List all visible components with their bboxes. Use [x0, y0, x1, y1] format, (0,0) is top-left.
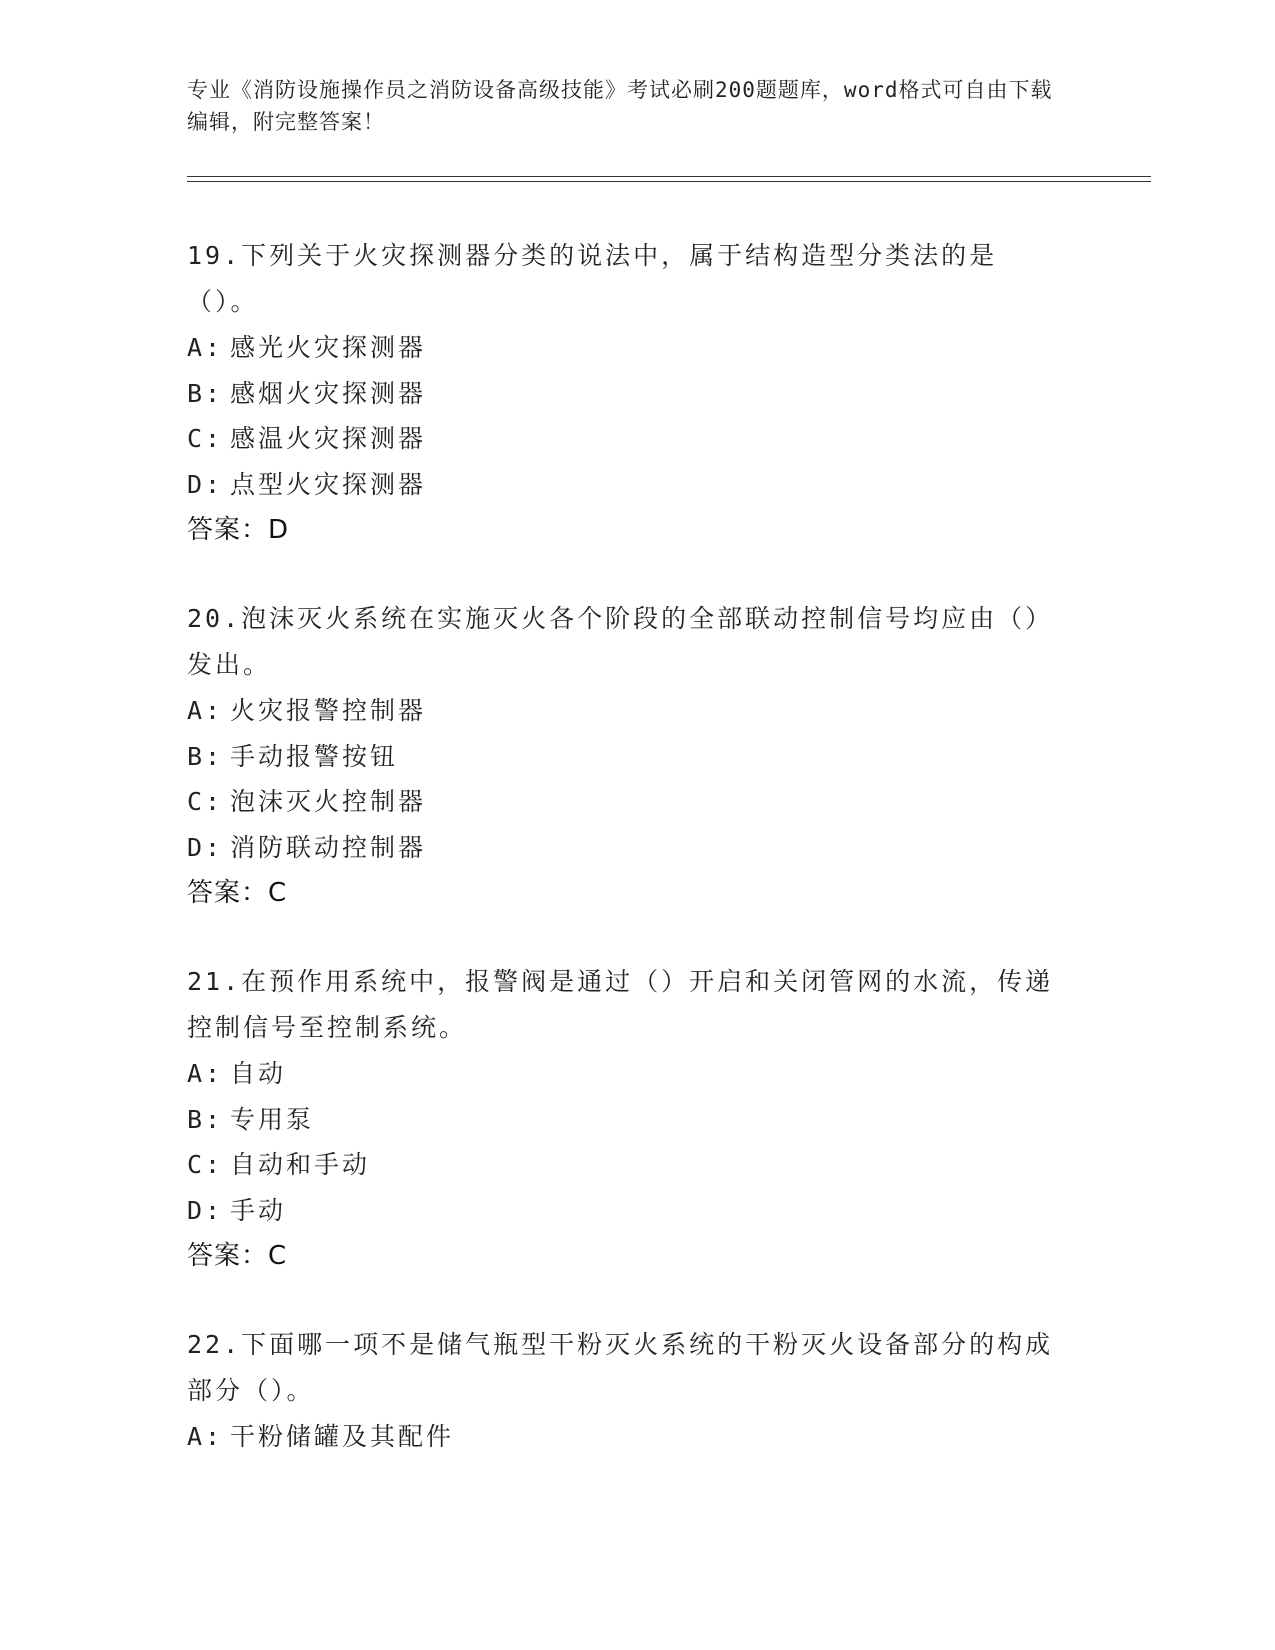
option-key: C: — [187, 1150, 224, 1179]
answer-line: 答案：C — [187, 878, 288, 908]
option-d — [187, 825, 1067, 871]
option-text: 感烟火灾探测器 — [230, 378, 427, 408]
option-key: B: — [187, 1104, 224, 1134]
option-text: 自动和手动 — [230, 1150, 371, 1179]
option-text: 手动 — [230, 1195, 287, 1225]
option-a — [187, 688, 1067, 734]
option-c — [187, 779, 1067, 825]
option-text: 感光火灾探测器 — [230, 333, 427, 362]
option-b — [187, 1097, 1067, 1143]
question-text: 21.在预作用系统中，报警阀是通过（）开启和关闭管网的水流，传递控制信号至控制系统。 — [187, 967, 1054, 1042]
question-text: 20.泡沫灭火系统在实施灭火各个阶段的全部联动控制信号均应由（）发出。 — [187, 604, 1054, 679]
question-20 — [187, 596, 1067, 916]
option-text: 专用泵 — [230, 1104, 315, 1134]
option-key: A: — [187, 1059, 224, 1088]
option-d — [187, 462, 1067, 508]
option-key: D: — [187, 832, 224, 862]
option-key: D: — [187, 469, 224, 499]
option-key: A: — [187, 1422, 224, 1451]
option-key: C: — [187, 787, 224, 816]
question-21 — [187, 959, 1067, 1279]
header-divider-top — [187, 176, 1151, 177]
question-text: 19.下列关于火灾探测器分类的说法中，属于结构造型分类法的是（）。 — [187, 241, 998, 316]
option-text: 消防联动控制器 — [230, 832, 427, 862]
option-a — [187, 325, 1067, 371]
option-text: 感温火灾探测器 — [230, 424, 427, 453]
option-c — [187, 416, 1067, 462]
answer-line: 答案：D — [187, 515, 290, 545]
option-key: D: — [187, 1195, 224, 1225]
option-text: 火灾报警控制器 — [230, 696, 427, 725]
option-key: A: — [187, 333, 224, 362]
option-key: B: — [187, 741, 224, 771]
question-19 — [187, 233, 1067, 553]
question-text: 22.下面哪一项不是储气瓶型干粉灭火系统的干粉灭火设备部分的构成部分（）。 — [187, 1330, 1054, 1405]
option-c — [187, 1142, 1067, 1188]
option-text: 干粉储罐及其配件 — [230, 1422, 455, 1451]
option-text: 泡沫灭火控制器 — [230, 787, 427, 816]
answer-line: 答案：C — [187, 1241, 288, 1271]
option-text: 点型火灾探测器 — [230, 469, 427, 499]
header-divider-bottom — [187, 181, 1151, 182]
option-a — [187, 1051, 1067, 1097]
option-b — [187, 371, 1067, 417]
option-key: A: — [187, 696, 224, 725]
option-key: C: — [187, 424, 224, 453]
option-key: B: — [187, 378, 224, 408]
question-22 — [187, 1322, 1067, 1460]
option-d — [187, 1188, 1067, 1234]
option-b — [187, 734, 1067, 780]
option-a — [187, 1414, 1067, 1460]
option-text: 手动报警按钮 — [230, 741, 399, 771]
option-text: 自动 — [230, 1059, 287, 1088]
document-intro: 专业《消防设施操作员之消防设备高级技能》考试必刷200题题库，word格式可自由下载编辑，附完整答案！ — [187, 78, 1053, 134]
